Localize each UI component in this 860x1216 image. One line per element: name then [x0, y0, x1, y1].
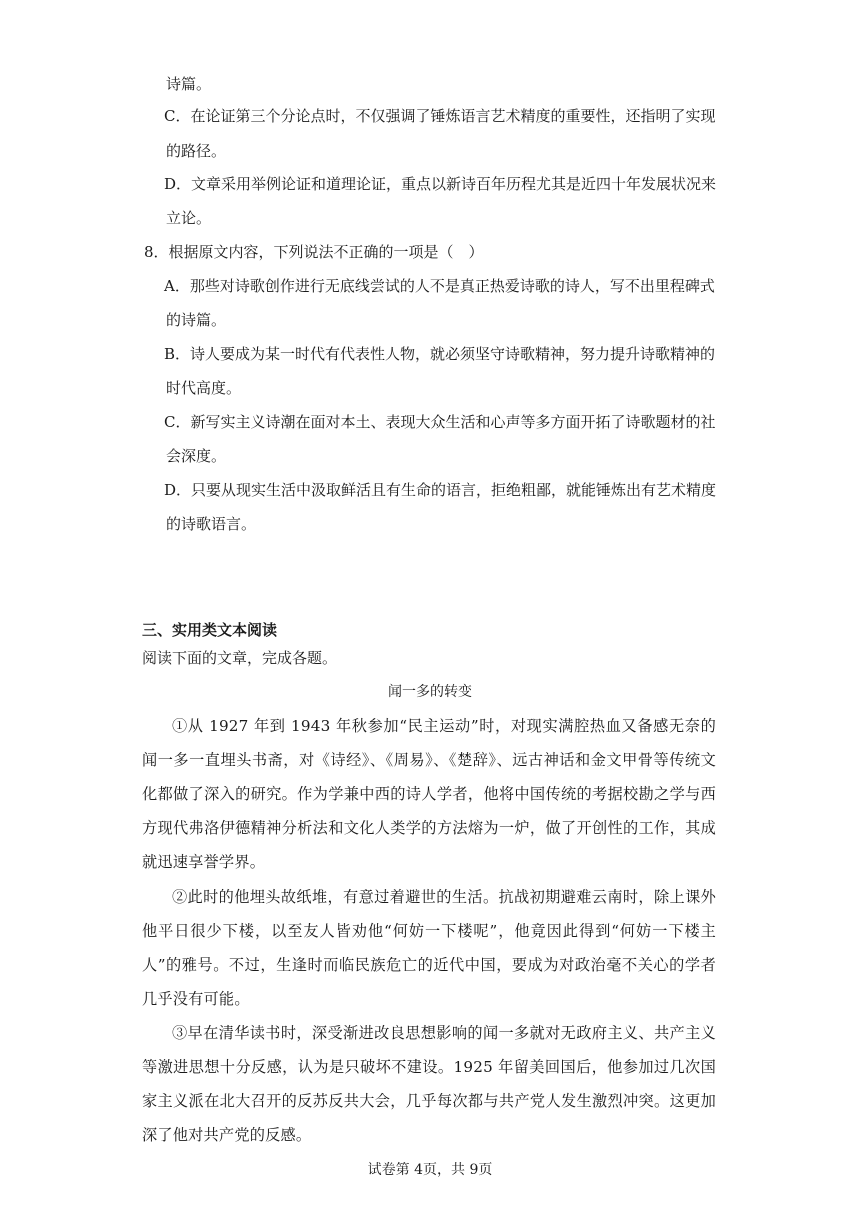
q7-option-d-line2: 立论。 — [166, 209, 212, 227]
q8-option-a-line2: 的诗篇。 — [166, 311, 227, 329]
article-paragraph-1: ①从 1927 年到 1943 年秋参加“民主运动”时，对现实满腔热血又备感无奈的闻一多一直埋头书斋，对《诗经》、《周易》、《楚辞》、远古神话和金文甲骨等传统文化都做了深入的研究。作为学兼中西的诗人学者，他将中国传统的考据校勘之学与西方现代弗洛伊德精神分析法和文化人类学的方法熔为一炉，做了开创性的工作，其成就迅速享誉学界。 — [142, 717, 716, 871]
q8-option-c-line2: 会深度。 — [166, 447, 227, 465]
q8-stem: 8．根据原文内容，下列说法不正确的一项是（ ） — [144, 243, 484, 261]
q8-option-b-line2: 时代高度。 — [166, 379, 242, 397]
q8-option-d-line1: D．只要从现实生活中汲取鲜活且有生命的语言，拒绝粗鄙，就能锤炼出有艺术精度 — [164, 481, 717, 499]
page-footer: 试卷第 4页，共 9页 — [367, 1162, 493, 1178]
section-instruction: 阅读下面的文章，完成各题。 — [142, 649, 338, 667]
q8-option-c-line1: C．新写实主义诗潮在面对本土、表现大众生活和心声等多方面开拓了诗歌题材的社 — [164, 413, 716, 431]
article-paragraph-3: ③早在清华读书时，深受渐进改良思想影响的闻一多就对无政府主义、共产主义等激进思想十分反感，认为是只破坏不建设。1925 年留美回国后，他参加过几次国家主义派在北大召开的反苏反共大会，几乎每次都与共产党人发生激烈冲突。这更加深了他对共产党的反感。 — [142, 1024, 716, 1144]
q8-option-d-line2: 的诗歌语言。 — [166, 515, 257, 533]
q7-option-b-continuation: 诗篇。 — [166, 75, 212, 93]
article-title: 闻一多的转变 — [388, 684, 472, 700]
q7-option-c-line1: C．在论证第三个分论点时，不仅强调了锤炼语言艺术精度的重要性，还指明了实现 — [164, 107, 716, 125]
q7-option-d-line1: D．文章采用举例论证和道理论证，重点以新诗百年历程尤其是近四十年发展状况来 — [164, 175, 717, 193]
q8-option-a-line1: A．那些对诗歌创作进行无底线尝试的人不是真正热爱诗歌的诗人，写不出里程碑式 — [164, 277, 715, 295]
article-paragraph-2: ②此时的他埋头故纸堆，有意过着避世的生活。抗战初期避难云南时，除上课外他平日很少下楼，以至友人皆劝他“何妨一下楼呢”，他竟因此得到“何妨一下楼主人”的雅号。不过，生逢时而临民族危亡的近代中国，要成为对政治毫不关心的学者几乎没有可能。 — [142, 888, 716, 1008]
section-heading: 三、实用类文本阅读 — [142, 621, 278, 639]
q8-option-b-line1: B．诗人要成为某一时代有代表性人物，就必须坚守诗歌精神，努力提升诗歌精神的 — [164, 345, 716, 363]
q7-option-c-line2: 的路径。 — [166, 142, 227, 160]
